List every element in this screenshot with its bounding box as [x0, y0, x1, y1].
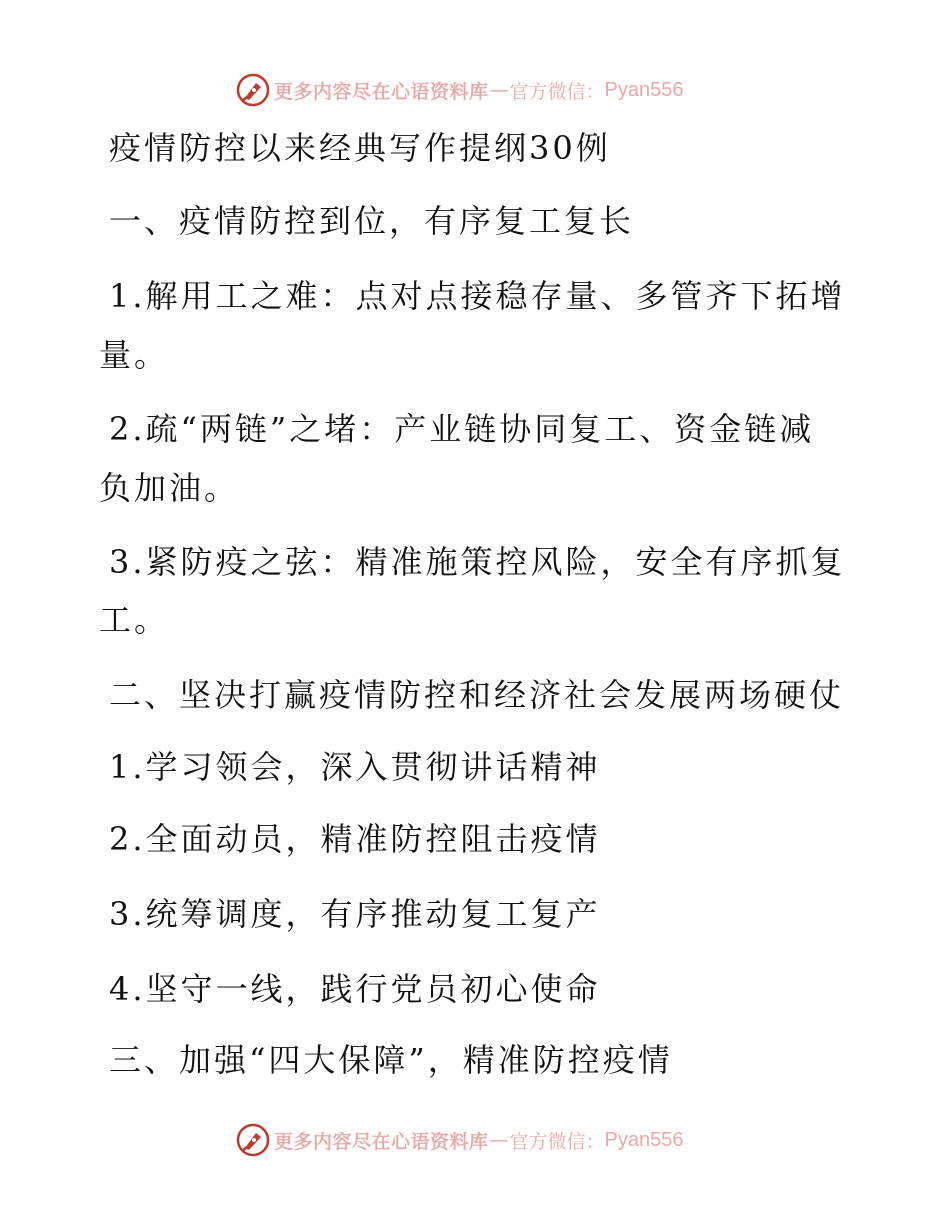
- list-item: 4.坚守一线，践行党员初心使命: [109, 970, 601, 1008]
- header-watermark: [236, 73, 684, 107]
- list-item: 3.统筹调度，有序推动复工复产: [109, 895, 601, 933]
- section-heading-3: 三、加强“四大保障”，精准防控疫情: [109, 1041, 673, 1079]
- watermark-dash: —: [489, 79, 509, 101]
- pen-nib-logo-icon: [236, 73, 270, 107]
- section-heading-1: 一、疫情防控到位，有序复工复长: [109, 202, 635, 240]
- list-item: 1.学习领会，深入贯彻讲话精神: [109, 748, 601, 786]
- paragraph-line: 负加油。: [99, 469, 240, 507]
- footer-watermark: [236, 1123, 684, 1157]
- watermark-brand-text: 更多内容尽在心语资料库: [274, 80, 489, 103]
- paragraph-line: 1.解用工之难：点对点接稳存量、多管齐下拓增: [109, 277, 846, 315]
- watermark-wechat-id: Pyan556: [604, 1128, 684, 1151]
- paragraph-line: 工。: [99, 601, 170, 639]
- watermark-official-label: 官方微信：: [509, 80, 605, 103]
- watermark-brand-text: 更多内容尽在心语资料库: [274, 1130, 489, 1153]
- paragraph-line: 量。: [99, 336, 170, 374]
- list-item: 2.全面动员，精准防控阻击疫情: [109, 820, 601, 858]
- watermark-official-label: 官方微信：: [509, 1130, 605, 1153]
- paragraph-line: 2.疏“两链”之堵：产业链协同复工、资金链减: [109, 410, 815, 448]
- watermark-dash: —: [489, 1129, 509, 1151]
- paragraph-line: 3.紧防疫之弦：精准施策控风险，安全有序抓复: [109, 543, 846, 581]
- watermark-wechat-id: Pyan556: [604, 78, 684, 101]
- pen-nib-logo-icon: [236, 1123, 270, 1157]
- document-title: 疫情防控以来经典写作提纲30例: [109, 129, 611, 167]
- section-heading-2: 二、坚决打赢疫情防控和经济社会发展两场硬仗: [109, 676, 845, 714]
